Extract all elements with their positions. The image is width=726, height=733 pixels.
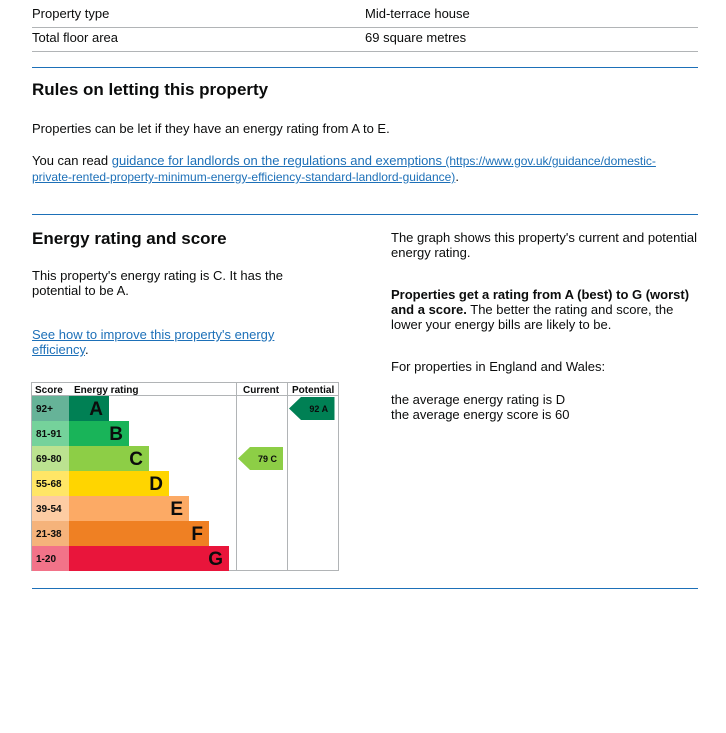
band-score-label: 21-38 xyxy=(36,529,62,540)
band-letter: B xyxy=(109,424,123,445)
summary-value: 69 square metres xyxy=(365,30,467,45)
band-score-label: 92+ xyxy=(36,404,53,415)
landlord-guidance-link-text: guidance for landlords on the regulations and exemptions xyxy=(111,153,443,168)
band-bar-g xyxy=(69,546,229,571)
chart-header-potential: Potential xyxy=(292,385,335,396)
explainer-graph: The graph shows this property's current and potential energy rating. xyxy=(391,230,697,260)
summary-value: Mid-terrace house xyxy=(365,6,470,21)
letting-para-1: Properties can be let if they have an energy rating from A to E. xyxy=(32,121,390,136)
band-score-label: 39-54 xyxy=(36,504,62,515)
band-letter: D xyxy=(149,474,163,495)
explainer-rating-bold: Properties get a rating from A (best) to G (worst) and a score. xyxy=(391,287,690,317)
potential-rating-label: 92 A xyxy=(309,404,329,414)
band-letter: C xyxy=(129,449,143,470)
landlord-guidance-link-url: (https://www.gov.uk/guidance/domestic-private-rented-property-minimum-energy-efficiency-standard-landlord-guidance) xyxy=(32,154,656,184)
section-divider xyxy=(32,214,698,215)
improve-efficiency-link[interactable]: See how to improve this property's energy efficiency xyxy=(32,327,275,357)
average-rating: the average energy rating is D xyxy=(391,392,566,407)
summary-row-property-type xyxy=(32,4,698,28)
letting-para-2-prefix: You can read xyxy=(32,153,112,168)
summary-label: Property type xyxy=(32,6,110,21)
band-score-label: 69-80 xyxy=(36,454,62,465)
band-letter: A xyxy=(89,399,103,420)
chart-header-current: Current xyxy=(243,385,280,396)
energy-rating-chart xyxy=(31,382,341,574)
landlord-guidance-link[interactable] xyxy=(32,153,656,184)
band-letter: F xyxy=(191,524,203,545)
explainer-rating xyxy=(391,287,701,332)
band-bar-f xyxy=(69,521,209,546)
energy-rating-para: This property's energy rating is C. It has the potential to be A. xyxy=(32,268,284,298)
band-score-label: 55-68 xyxy=(36,479,62,490)
energy-explainer xyxy=(391,230,701,422)
improve-para xyxy=(32,327,307,357)
energy-heading: Energy rating and score xyxy=(32,229,227,248)
explainer-region: For properties in England and Wales: xyxy=(391,359,606,374)
band-score-label: 1-20 xyxy=(36,554,57,565)
improve-suffix: . xyxy=(85,342,89,357)
property-summary xyxy=(32,4,698,52)
chart-header-score: Score xyxy=(35,385,63,396)
summary-label: Total floor area xyxy=(32,30,118,45)
section-divider xyxy=(32,588,698,589)
letting-para-2 xyxy=(32,153,682,185)
explainer-rating-rest: The better the rating and score, the lower your energy bills are likely to be. xyxy=(391,302,674,332)
current-rating-label: 79 C xyxy=(257,454,278,464)
chart-header-rating: Energy rating xyxy=(74,385,139,396)
band-letter: E xyxy=(170,499,183,520)
band-letter: G xyxy=(208,549,223,570)
band-score-label: 81-91 xyxy=(36,429,62,440)
letting-heading: Rules on letting this property xyxy=(32,80,269,99)
section-divider xyxy=(32,67,698,68)
letting-para-2-suffix: . xyxy=(455,169,459,184)
average-score: the average energy score is 60 xyxy=(391,407,570,422)
summary-row-floor-area xyxy=(32,28,698,52)
